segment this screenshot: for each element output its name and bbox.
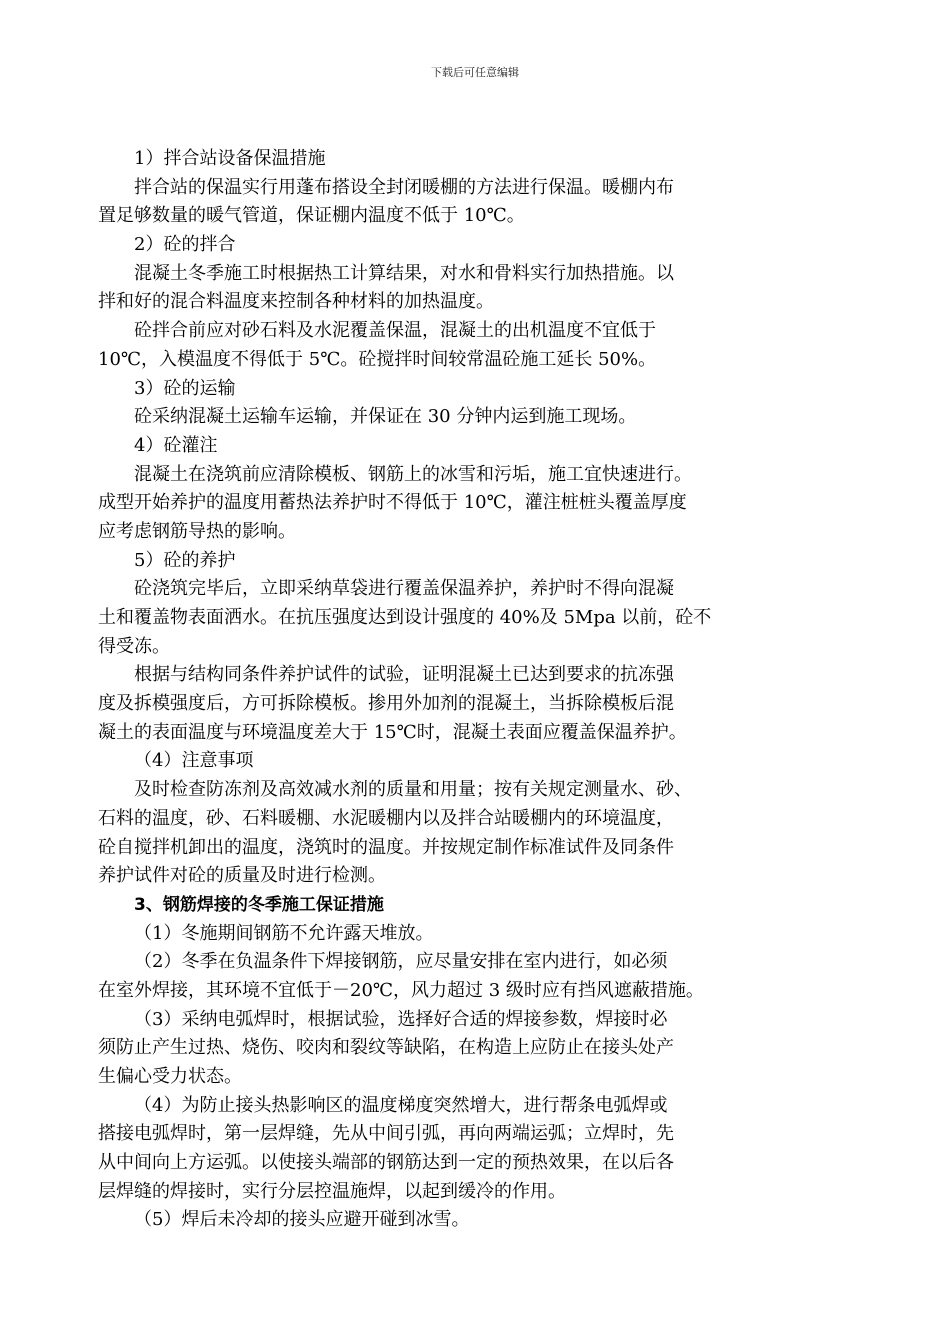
text-line: 砼拌合前应对砂石料及水泥覆盖保温，混凝土的出机温度不宜低于 xyxy=(134,320,656,342)
text-line: 应考虑钢筋导热的影响。 xyxy=(98,520,296,542)
text-line: 根据与结构同条件养护试件的试验，证明混凝土已达到要求的抗冻强 xyxy=(134,664,674,686)
text-line: 5）砼的养护 xyxy=(134,549,236,571)
text-line: 凝土的表面温度与环境温度差大于 15℃时，混凝土表面应覆盖保温养护。 xyxy=(98,721,687,743)
text-line: （5）焊后未冷却的接头应避开碰到冰雪。 xyxy=(134,1209,470,1231)
text-line: 成型开始养护的温度用蓄热法养护时不得低于 10℃，灌注桩桩头覆盖厚度 xyxy=(98,492,687,514)
text-line: （3）采纳电弧焊时，根据试验，选择好合适的焊接参数，焊接时必 xyxy=(134,1008,668,1030)
text-line: 养护试件对砼的质量及时进行检测。 xyxy=(98,865,386,887)
text-line: 10℃，入模温度不得低于 5℃。砼搅拌时间较常温砼施工延长 50%。 xyxy=(98,348,657,370)
text-line: 砼采纳混凝土运输车运输，并保证在 30 分钟内运到施工现场。 xyxy=(134,406,637,428)
text-line: 度及拆模强度后，方可拆除模板。掺用外加剂的混凝土，当拆除模板后混 xyxy=(98,693,674,715)
text-line: 4）砼灌注 xyxy=(134,434,218,456)
text-line: 得受冻。 xyxy=(98,635,170,657)
text-line: 混凝土冬季施工时根据热工计算结果，对水和骨料实行加热措施。以 xyxy=(134,262,674,284)
text-line: 土和覆盖物表面洒水。在抗压强度达到设计强度的 40%及 5Mpa 以前，砼不 xyxy=(98,607,712,628)
section-heading: 3、钢筋焊接的冬季施工保证措施 xyxy=(134,894,384,915)
text-line: （4）注意事项 xyxy=(134,750,254,772)
text-line: 须防止产生过热、烧伤、咬肉和裂纹等缺陷，在构造上应防止在接头处产 xyxy=(98,1037,674,1059)
text-line: 3）砼的运输 xyxy=(134,377,236,399)
text-line: 石料的温度，砂、石料暖棚、水泥暖棚内以及拌合站暖棚内的环境温度， xyxy=(98,807,674,829)
page-header: 下载后可任意编辑 xyxy=(431,66,519,79)
document-body xyxy=(98,145,828,1235)
text-line: 在室外焊接，其环境不宜低于－20℃，风力超过 3 级时应有挡风遮蔽措施。 xyxy=(98,979,704,1001)
text-line: 拌和好的混合料温度来控制各种材料的加热温度。 xyxy=(98,291,494,313)
text-line: 1）拌合站设备保温措施 xyxy=(134,148,326,169)
text-line: 2）砼的拌合 xyxy=(134,234,236,256)
text-line: 生偏心受力状态。 xyxy=(98,1066,242,1087)
text-line: 层焊缝的焊接时，实行分层控温施焊，以起到缓冷的作用。 xyxy=(98,1180,566,1202)
text-line: 混凝土在浇筑前应清除模板、钢筋上的冰雪和污垢，施工宜快速进行。 xyxy=(134,463,692,485)
text-line: （1）冬施期间钢筋不允许露天堆放。 xyxy=(134,922,434,944)
text-line: 砼自搅拌机卸出的温度，浇筑时的温度。并按规定制作标准试件及同条件 xyxy=(98,836,674,858)
text-line: 拌合站的保温实行用蓬布搭设全封闭暖棚的方法进行保温。暖棚内布 xyxy=(134,176,674,198)
text-line: （4）为防止接头热影响区的温度梯度突然增大，进行帮条电弧焊或 xyxy=(134,1094,668,1116)
text-line: 从中间向上方运弧。以使接头端部的钢筋达到一定的预热效果，在以后各 xyxy=(98,1152,674,1174)
text-line: 及时检查防冻剂及高效减水剂的质量和用量；按有关规定测量水、砂、 xyxy=(134,779,692,801)
text-line: 砼浇筑完毕后，立即采纳草袋进行覆盖保温养护，养护时不得向混凝 xyxy=(134,578,674,600)
text-line: （2）冬季在负温条件下焊接钢筋，应尽量安排在室内进行，如必须 xyxy=(134,951,668,973)
text-line: 置足够数量的暖气管道，保证棚内温度不低于 10℃。 xyxy=(98,205,525,227)
text-line: 搭接电弧焊时，第一层焊缝，先从中间引弧，再向两端运弧；立焊时，先 xyxy=(98,1123,674,1145)
